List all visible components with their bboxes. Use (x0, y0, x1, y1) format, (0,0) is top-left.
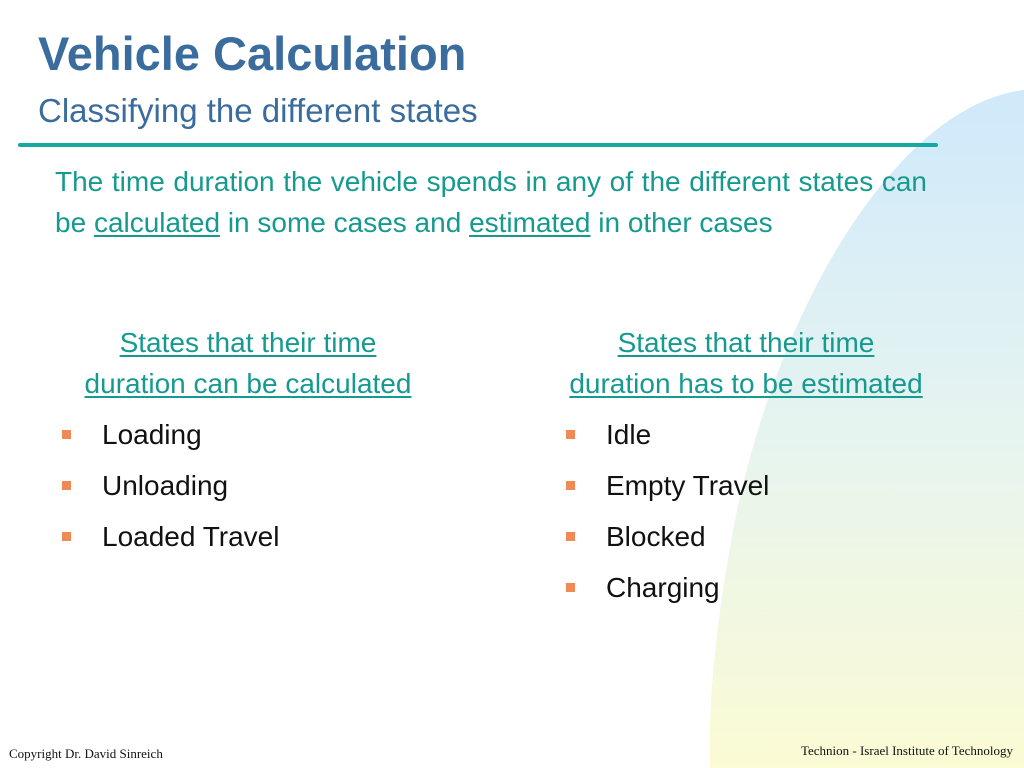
intro-text-part2: in some cases and (227, 207, 462, 238)
intro-text-part1: The time duration the vehicle spends in any of the different states can be (55, 166, 927, 238)
list-item (102, 460, 458, 511)
list-item-label: Unloading (102, 470, 229, 501)
list-item-label: Loading (102, 419, 202, 450)
copyright-footer: Copyright Dr. David Sinreich (9, 746, 163, 761)
institution-footer: Technion - Israel Institute of Technology (800, 743, 1013, 758)
square-bullet-icon (62, 532, 71, 541)
calculated-states-list (38, 409, 458, 562)
calculated-heading-line1: States that their time (119, 327, 377, 358)
list-item (606, 562, 972, 613)
estimated-link[interactable]: estimated (469, 207, 591, 238)
estimated-states-column (520, 322, 972, 613)
square-bullet-icon (62, 430, 71, 439)
calculated-states-heading[interactable] (38, 322, 458, 404)
list-item-label: Loaded Travel (102, 521, 280, 552)
square-bullet-icon (566, 532, 575, 541)
estimated-states-list (520, 409, 972, 613)
list-item (606, 511, 972, 562)
list-item (606, 460, 972, 511)
list-item-label: Empty Travel (606, 470, 770, 501)
square-bullet-icon (566, 583, 575, 592)
list-item (606, 409, 972, 460)
slide-subtitle: Classifying the different states (38, 92, 478, 129)
square-bullet-icon (62, 481, 71, 490)
calculated-states-column (38, 322, 458, 562)
intro-text-part3: in other cases (598, 207, 773, 238)
list-item-label: Charging (606, 572, 720, 603)
intro-paragraph (55, 161, 927, 243)
calculated-link[interactable]: calculated (93, 207, 221, 238)
estimated-heading-line2: duration has to be estimated (569, 368, 923, 399)
slide-title: Vehicle Calculation (38, 27, 467, 80)
title-divider (18, 143, 938, 147)
list-item-label: Idle (606, 419, 652, 450)
list-item (102, 511, 458, 562)
square-bullet-icon (566, 430, 575, 439)
square-bullet-icon (566, 481, 575, 490)
estimated-heading-line1: States that their time (617, 327, 875, 358)
calculated-heading-line2: duration can be calculated (84, 368, 412, 399)
estimated-states-heading[interactable] (520, 322, 972, 404)
list-item (102, 409, 458, 460)
list-item-label: Blocked (606, 521, 706, 552)
